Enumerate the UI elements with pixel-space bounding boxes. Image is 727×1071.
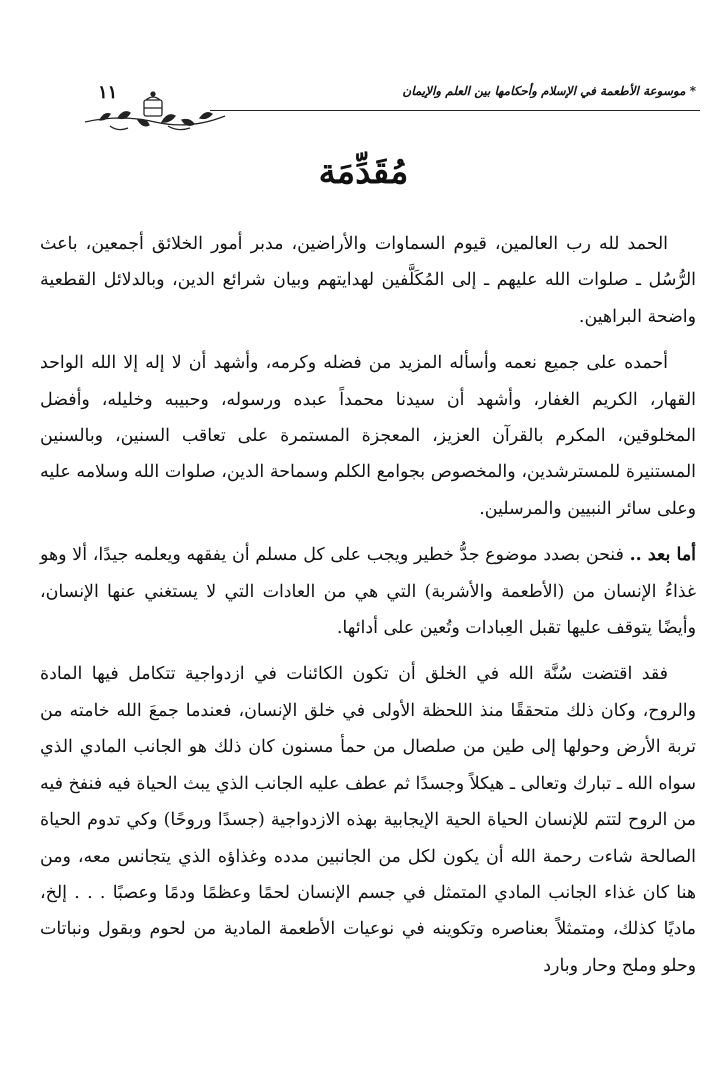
paragraph-4: فقد اقتضت سُنَّة الله في الخلق أن تكون الكائنات في ازدواجية تتكامل فيها المادة والروح، وكان ذلك متحققًا منذ اللحظة الأولى في خلق الإنسان، فعندما جمعَ الله خامته من تربة الأرض وحولها إلى طين من صلصال من حمأ مسنون كان ذلك هو الجانب المادي الذي سواه الله ـ تبارك وتعالى ـ هيكلاً وجسدًا ثم عطف عليه الجانب الذي يبث الحياة فيه فنفخ فيه من الروح لتتم للإنسان الحياة الحية الإيجابية بهذه الازدواجية (جسدًا وروحًا) وكي تدوم الحياة الصالحة شاءت رحمة الله أن يكون لكل من الجانبين مدده وغذاؤه الذي يتجانس معه، ومن هنا كان غذاء الجانب المادي المتمثل في جسم الإنسان لحمًا وعظمًا ودمًا وعصبًا . . . إلخ، ماديًا كذلك، ومتمثلاً بعناصره وتكوينه في نوعيات الأطعمة المادية من لحوم وبقول ونباتات وحلو وملح وحار وبارد [40,664,696,976]
paragraph-3-text: فنحن بصدد موضوع جدُّ خطير ويجب على كل مسلم أن يفقهه ويعلمه جيدًا، ألا وهو غذاءُ الإنسان من (الأطعمة والأشربة) التي هي من العادات التي لا يستغني عنها الإنسان، وأيضًا يتوقف عليها تقبل العِبادات وتُعين على أدائها. [40,545,696,639]
header-rule [210,110,700,111]
paragraph-2: أحمده على جميع نعمه وأسأله المزيد من فضله وكرمه، وأشهد أن لا إله إلا الله الواحد القهار، الكريم الغفار، وأشهد أن سيدنا محمداً عبده ورسوله، وحبيبه وخليله، وأفضل المخلوقين، المكرم بالقرآن العزيز، المعجزة المستمرة على تعاقب السنين، وبالسنين المستنيرة للمسترشدين، والمخصوص بجوامع الكلم وسماحة الدين، صلوات الله وسلامه عليه وعلى سائر النبيين والمرسلين. [40,353,696,519]
section-title: مُقَدِّمَة [318,152,409,192]
page-header [80,80,710,136]
body-text [40,226,696,984]
paragraph-3 [40,537,696,646]
page-number: ١١ [98,82,118,103]
paragraph-3-lead: أما بعد .. [629,545,696,566]
running-title: * موسوعة الأطعمة في الإسلام وأحكامها بين العلم والإيمان [402,84,696,98]
paragraph-1: الحمد لله رب العالمين، قيوم السماوات والأراضين، مدبر أمور الخلائق أجمعين، باعث الرُّسُل ـ صلوات الله عليهم ـ إلى المُكَلَّفين لهدايتهم وبيان شرائع الدين، وبالدلائل القطعية واضحة البراهين. [40,234,696,327]
